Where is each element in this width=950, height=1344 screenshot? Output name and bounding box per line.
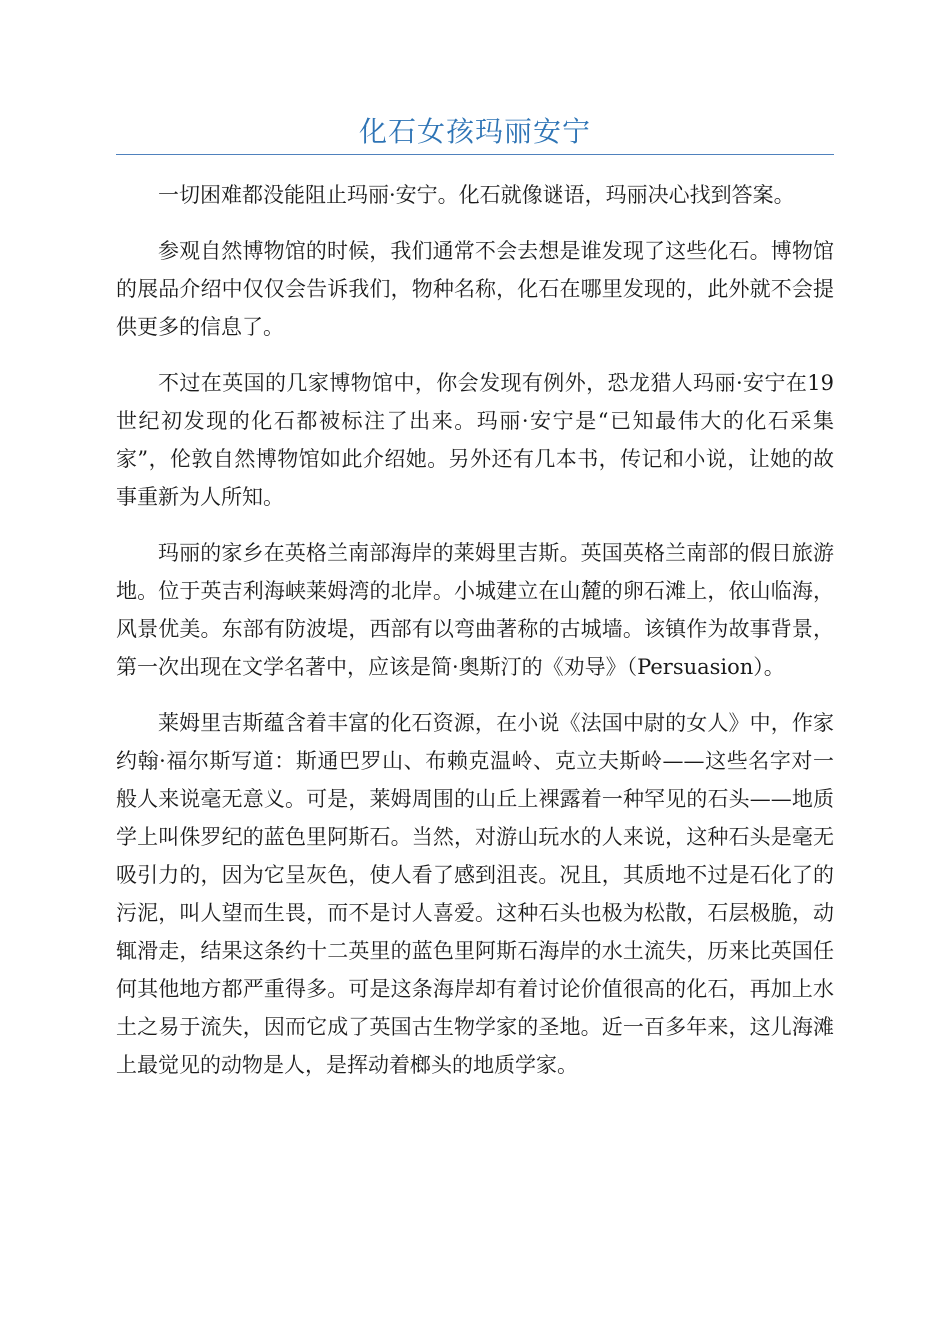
document-body	[116, 176, 834, 1102]
document-title: 化石女孩玛丽安宁	[358, 115, 591, 148]
paragraph-5: 莱姆里吉斯蕴含着丰富的化石资源，在小说《法国中尉的女人》中，作家约翰·福尔斯写道：斯通巴罗山、布赖克温岭、克立夫斯岭——这些名字对一般人来说毫无意义。可是，莱姆周围的山丘上裸露着一种罕见的石头——地质学上叫侏罗纪的蓝色里阿斯石。当然，对游山玩水的人来说，这种石头是毫无吸引力的，因为它呈灰色，使人看了感到沮丧。况且，其质地不过是石化了的污泥，叫人望而生畏，而不是讨人喜爱。这种石头也极为松散，石层极脆，动辄滑走，结果这条约十二英里的蓝色里阿斯石海岸的水土流失，历来比英国任何其他地方都严重得多。可是这条海岸却有着讨论价值很高的化石，再加上水土之易于流失，因而它成了英国古生物学家的圣地。近一百多年来，这儿海滩上最觉见的动物是人，是挥动着榔头的地质学家。	[116, 711, 834, 1077]
paragraph-1: 一切困难都没能阻止玛丽·安宁。化石就像谜语，玛丽决心找到答案。	[158, 183, 795, 207]
paragraph-3: 不过在英国的几家博物馆中，你会发现有例外，恐龙猎人玛丽·安宁在19世纪初发现的化石都被标注了出来。玛丽·安宁是“已知最伟大的化石采集家”，伦敦自然博物馆如此介绍她。另外还有几本书，传记和小说，让她的故事重新为人所知。	[116, 371, 834, 509]
paragraph-2: 参观自然博物馆的时候，我们通常不会去想是谁发现了这些化石。博物馆的展品介绍中仅仅会告诉我们，物种名称，化石在哪里发现的，此外就不会提供更多的信息了。	[116, 239, 834, 339]
paragraph-4: 玛丽的家乡在英格兰南部海岸的莱姆里吉斯。英国英格兰南部的假日旅游地。位于英吉利海峡莱姆湾的北岸。小城建立在山麓的卵石滩上，依山临海，风景优美。东部有防波堤，西部有以弯曲著称的古城墙。该镇作为故事背景，第一次出现在文学名著中，应该是简·奥斯汀的《劝导》（Persuasion）。	[116, 541, 834, 679]
title-underline	[116, 154, 834, 155]
